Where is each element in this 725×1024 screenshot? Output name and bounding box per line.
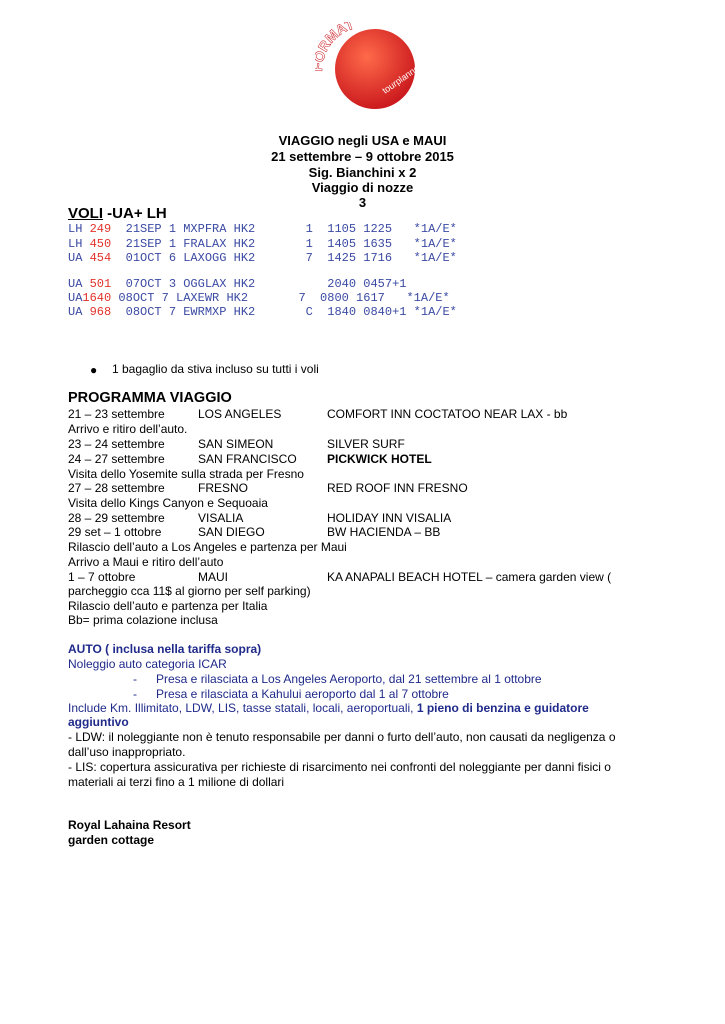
program-note: Arrivo a Maui e ritiro dell’auto xyxy=(68,555,224,569)
flight-row: UA 968 08OCT 7 EWRMXP HK2 C 1840 0840+1 *1A/E* xyxy=(68,305,457,319)
auto-category: Noleggio auto categoria ICAR xyxy=(68,657,227,671)
flight-row: LH 249 21SEP 1 MXPFRA HK2 1 1105 1225 *1A/E* xyxy=(68,222,457,236)
programma-heading: PROGRAMMA VIAGGIO xyxy=(68,390,232,406)
program-note: Bb= prima colazione inclusa xyxy=(68,613,218,627)
program-note: Visita dello Kings Canyon e Sequoaia xyxy=(68,496,268,510)
resort-name: Royal Lahaina Resort xyxy=(68,818,191,832)
program-note: parcheggio cca 11$ al giorno per self parking) xyxy=(68,584,311,598)
resort-room: garden cottage xyxy=(68,833,155,847)
ldw-text: - LDW: il noleggiante non è tenuto responsabile per danni o furto dell’auto, non causati da negligenza o xyxy=(68,730,616,744)
bullet-dot-icon: ● xyxy=(90,363,98,377)
ldw-text-cont: dall’uso inappropriato. xyxy=(68,745,186,759)
auto-pickup-maui: - Presa e rilasciata a Kahului aeroporto dal 1 al 7 ottobre xyxy=(133,687,449,701)
program-note: Visita dello Yosemite sulla strada per Fresno xyxy=(68,467,304,481)
trip-title: VIAGGIO negli USA e MAUI xyxy=(278,133,447,148)
voli-heading xyxy=(68,205,167,222)
trip-number: 3 xyxy=(358,195,367,210)
format-tourplanner-logo xyxy=(315,22,425,117)
flight-row: UA1640 08OCT 7 LAXEWR HK2 7 0800 1617 *1A/E* xyxy=(68,291,450,305)
auto-pickup-la: - Presa e rilasciata a Los Angeles Aeroporto, dal 21 settembre al 1 ottobre xyxy=(133,672,542,686)
program-note: Rilascio dell’auto e partenza per Italia xyxy=(68,599,268,613)
trip-client: Sig. Bianchini x 2 xyxy=(308,165,417,180)
program-note: Arrivo e ritiro dell’auto. xyxy=(68,422,188,436)
flight-row: UA 454 01OCT 6 LAXOGG HK2 7 1425 1716 *1A/E* xyxy=(68,251,457,265)
svg-text:tourplanner: tourplanner xyxy=(380,61,424,96)
flight-row: UA 501 07OCT 3 OGGLAX HK2 2040 0457+1 xyxy=(68,277,407,291)
trip-dates: 21 settembre – 9 ottobre 2015 xyxy=(271,149,454,164)
program-note: Rilascio dell’auto a Los Angeles e partenza per Maui xyxy=(68,540,347,554)
baggage-note: ● 1 bagaglio da stiva incluso su tutti i voli xyxy=(90,362,319,377)
auto-includes-cont: aggiuntivo xyxy=(68,715,129,729)
auto-includes: Include Km. Illimitato, LDW, LIS, tasse statali, locali, aeroportuali, 1 pieno di benzina e guidatore xyxy=(68,701,589,715)
flight-row: LH 450 21SEP 1 FRALAX HK2 1 1405 1635 *1A/E* xyxy=(68,237,457,251)
lis-text-cont: materiali ai terzi fino a 1 milione di dollari xyxy=(68,775,285,789)
auto-heading: AUTO ( inclusa nella tariffa sopra) xyxy=(68,642,262,656)
svg-text:FORMAT: RMAT xyxy=(315,22,357,55)
voli-carriers: -UA+ LH xyxy=(103,205,167,222)
lis-text: - LIS: copertura assicurativa per richieste di risarcimento nei confronti del noleggiante per danni fisici o xyxy=(68,760,611,774)
voli-label: VOLI xyxy=(68,205,104,222)
trip-type: Viaggio di nozze xyxy=(311,180,414,195)
